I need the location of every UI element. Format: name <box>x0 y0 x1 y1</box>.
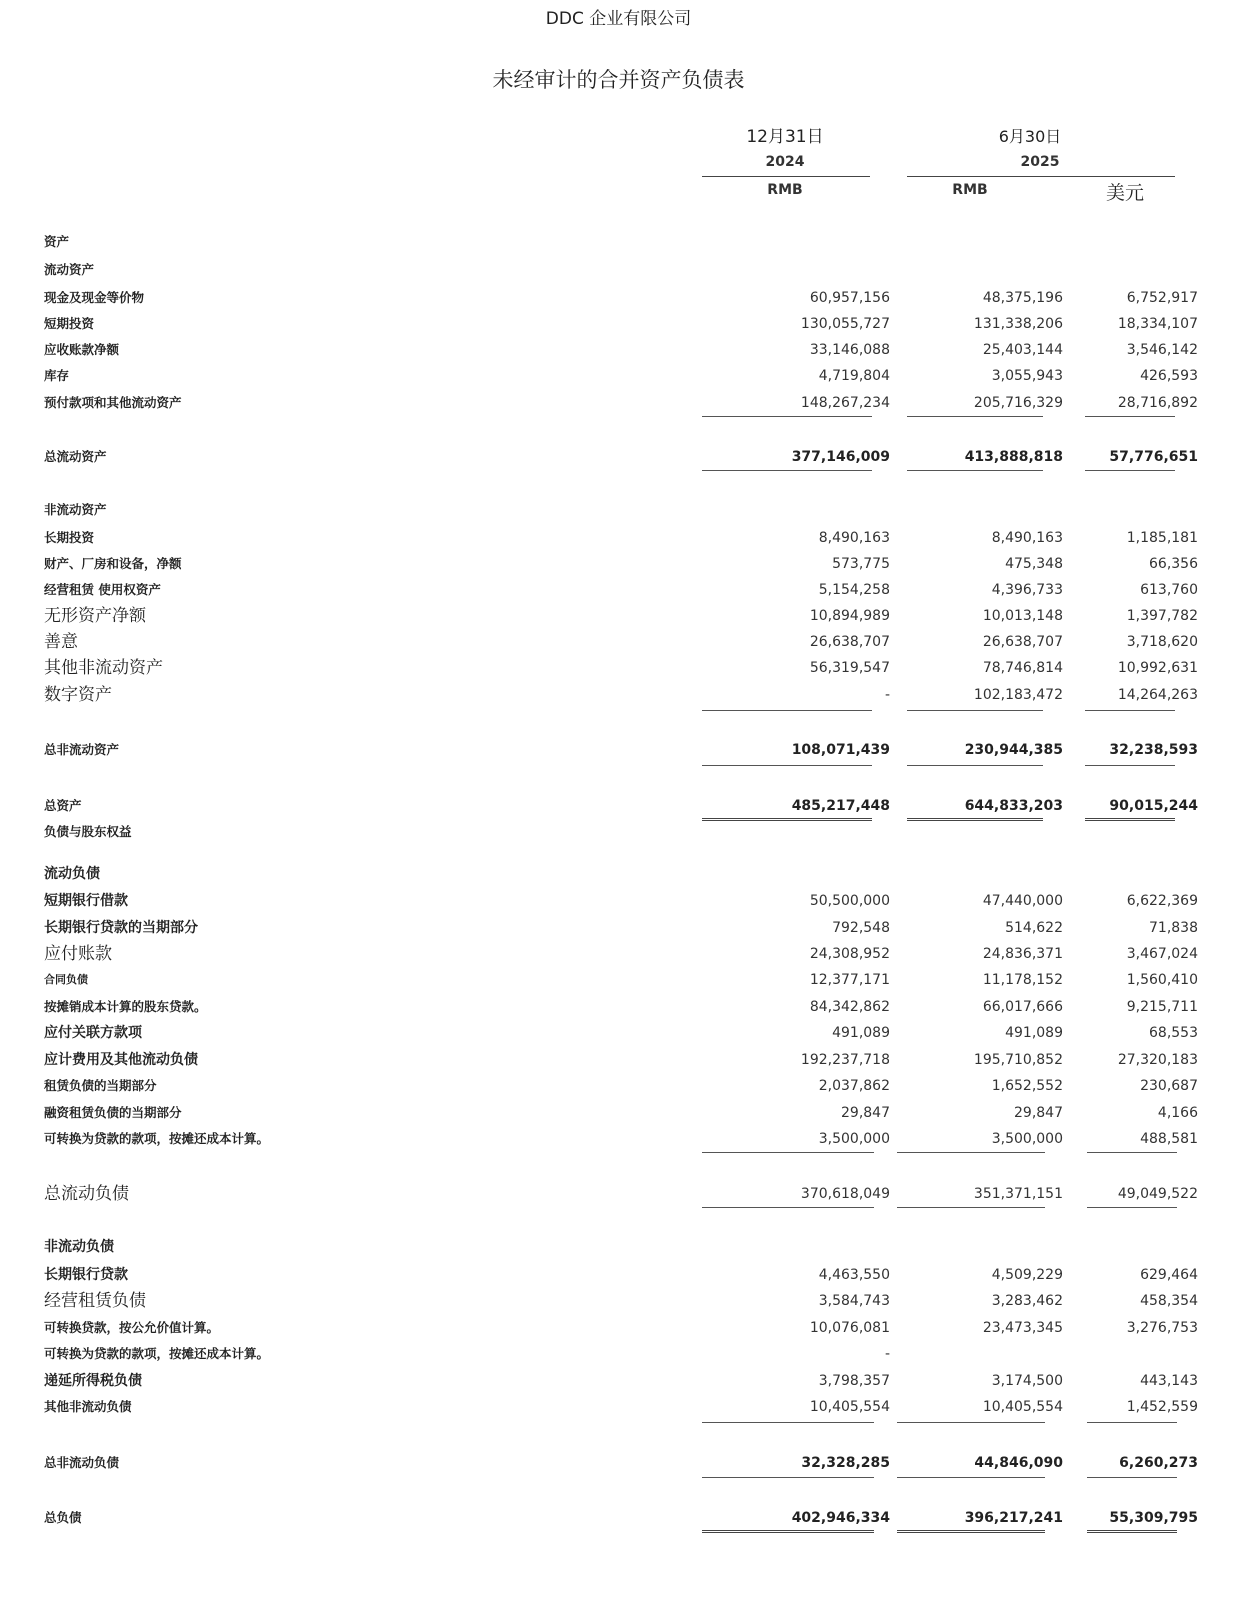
row-value-col2: 23,473,345 <box>982 1320 1063 1336</box>
table-row <box>0 1265 1237 1285</box>
subtotal-rule <box>1087 1152 1177 1153</box>
row-value-col3: 6,752,917 <box>1126 290 1198 306</box>
subtotal-rule <box>897 1207 1045 1208</box>
row-value-col3: 1,560,410 <box>1126 972 1198 988</box>
table-row <box>0 528 1237 548</box>
row-label: 流动负债 <box>44 866 100 882</box>
table-row <box>0 393 1237 413</box>
row-value-col3: 426,593 <box>1140 368 1198 384</box>
subtotal-rule <box>702 1477 874 1478</box>
table-row <box>0 740 1237 760</box>
row-label: 总流动资产 <box>44 449 107 464</box>
table-row <box>0 288 1237 308</box>
row-value-col2: 1,652,552 <box>991 1078 1063 1094</box>
row-value-col3: 6,622,369 <box>1126 893 1198 909</box>
row-value-col3: 9,215,711 <box>1126 999 1198 1015</box>
row-value-col1: 573,775 <box>832 556 890 572</box>
row-value-col2: 47,440,000 <box>982 893 1063 909</box>
table-row <box>0 500 1237 520</box>
table-row <box>0 1291 1237 1311</box>
subtotal-rule <box>1087 1477 1177 1478</box>
table-row <box>0 580 1237 600</box>
subtotal-rule <box>897 1477 1045 1478</box>
row-value-col1: - <box>884 1346 890 1362</box>
row-value-col2: 4,396,733 <box>991 582 1063 598</box>
row-label: 资产 <box>44 234 70 249</box>
subtotal-rule <box>1087 1422 1177 1423</box>
row-label: 现金及现金等价物 <box>44 290 145 305</box>
row-value-col1: 32,328,285 <box>801 1455 890 1471</box>
row-label: 总资产 <box>44 798 82 813</box>
row-label: 长期银行贷款 <box>44 1267 128 1283</box>
row-value-col3: 66,356 <box>1149 556 1198 572</box>
table-row <box>0 970 1237 990</box>
row-label: 预付款项和其他流动资产 <box>44 395 182 410</box>
row-value-col2: 10,405,554 <box>982 1399 1063 1415</box>
row-value-col1: 377,146,009 <box>791 449 890 465</box>
row-value-col3: 32,238,593 <box>1109 742 1198 758</box>
row-value-col2: 3,283,462 <box>991 1293 1063 1309</box>
row-value-col2: 4,509,229 <box>991 1267 1063 1283</box>
row-value-col2: 396,217,241 <box>964 1510 1063 1526</box>
subtotal-rule <box>1085 765 1175 766</box>
row-value-col3: 443,143 <box>1140 1373 1198 1389</box>
row-label: 合同负债 <box>44 973 88 986</box>
row-value-col3: 3,718,620 <box>1126 634 1198 650</box>
row-value-col1: 10,076,081 <box>809 1320 890 1336</box>
table-row <box>0 632 1237 652</box>
subtotal-rule <box>897 1152 1045 1153</box>
row-value-col3: 458,354 <box>1140 1293 1198 1309</box>
table-row <box>0 606 1237 626</box>
double-underline <box>897 1530 1045 1535</box>
subtotal-rule <box>907 765 1043 766</box>
row-value-col1: 491,089 <box>832 1025 890 1041</box>
row-value-col1: 2,037,862 <box>818 1078 890 1094</box>
row-value-col2: 475,348 <box>1005 556 1063 572</box>
table-row <box>0 1129 1237 1149</box>
table-row <box>0 1508 1237 1528</box>
row-value-col1: 4,719,804 <box>818 368 890 384</box>
table-row <box>0 1397 1237 1417</box>
double-underline <box>907 818 1043 823</box>
row-label: 总非流动负债 <box>44 1455 120 1470</box>
row-value-col1: 26,638,707 <box>809 634 890 650</box>
row-value-col1: 148,267,234 <box>800 395 890 411</box>
row-value-col1: 3,584,743 <box>818 1293 890 1309</box>
table-row <box>0 822 1237 842</box>
row-value-col3: 3,467,024 <box>1126 946 1198 962</box>
row-value-col2: 351,371,151 <box>973 1186 1063 1202</box>
company-name: DDC 企业有限公司 <box>545 9 692 29</box>
subtotal-rule <box>702 765 872 766</box>
col2-header-rule <box>907 176 1175 177</box>
row-value-col2: 48,375,196 <box>982 290 1063 306</box>
row-value-col3: 1,397,782 <box>1126 608 1198 624</box>
row-value-col1: 485,217,448 <box>791 798 890 814</box>
row-label: 无形资产净额 <box>44 606 146 626</box>
row-value-col3: 18,334,107 <box>1117 316 1198 332</box>
row-value-col3: 57,776,651 <box>1109 449 1198 465</box>
row-value-col3: 1,452,559 <box>1126 1399 1198 1415</box>
row-value-col1: 8,490,163 <box>818 530 890 546</box>
table-row <box>0 1050 1237 1070</box>
row-value-col3: 90,015,244 <box>1109 798 1198 814</box>
table-row <box>0 1453 1237 1473</box>
row-value-col1: 33,146,088 <box>809 342 890 358</box>
row-value-col2: 3,174,500 <box>991 1373 1063 1389</box>
table-row <box>0 997 1237 1017</box>
col2-year: 2025 <box>1020 154 1060 170</box>
row-label: 经营租赁负债 <box>44 1291 146 1311</box>
row-value-col1: 370,618,049 <box>800 1186 890 1202</box>
table-row <box>0 447 1237 467</box>
table-row <box>0 1103 1237 1123</box>
row-value-col3: 488,581 <box>1140 1131 1198 1147</box>
row-value-col2: 205,716,329 <box>973 395 1063 411</box>
row-value-col1: 29,847 <box>841 1105 890 1121</box>
row-value-col1: 3,798,357 <box>818 1373 890 1389</box>
subtotal-rule <box>1087 1207 1177 1208</box>
row-value-col2: 230,944,385 <box>964 742 1063 758</box>
row-value-col2: 8,490,163 <box>991 530 1063 546</box>
row-label: 财产、厂房和设备，净额 <box>44 556 182 571</box>
row-label: 长期银行贷款的当期部分 <box>44 920 198 936</box>
col1-date: 12月31日 <box>746 127 824 147</box>
col1-header-rule <box>702 176 870 177</box>
row-value-col3: 3,546,142 <box>1126 342 1198 358</box>
row-value-col1: 108,071,439 <box>791 742 890 758</box>
row-value-col3: 3,276,753 <box>1126 1320 1198 1336</box>
row-value-col1: 24,308,952 <box>809 946 890 962</box>
double-underline <box>1087 1530 1177 1535</box>
subtotal-rule <box>702 416 872 417</box>
row-value-col1: 130,055,727 <box>800 316 890 332</box>
row-value-col1: 4,463,550 <box>818 1267 890 1283</box>
row-label: 按摊销成本计算的股东贷款。 <box>44 999 207 1014</box>
row-value-col1: 10,894,989 <box>809 608 890 624</box>
table-row <box>0 232 1237 252</box>
table-row <box>0 891 1237 911</box>
row-label: 数字资产 <box>44 685 112 705</box>
subtotal-rule <box>907 416 1043 417</box>
row-value-col2: 24,836,371 <box>982 946 1063 962</box>
row-label: 其他非流动资产 <box>44 658 163 678</box>
table-row <box>0 366 1237 386</box>
col3-currency: 美元 <box>1105 182 1144 204</box>
row-value-col2: 514,622 <box>1005 920 1063 936</box>
col1-currency: RMB <box>767 182 803 198</box>
table-row <box>0 554 1237 574</box>
row-label: 非流动资产 <box>44 502 107 517</box>
row-label: 短期银行借款 <box>44 893 128 909</box>
row-value-col3: 230,687 <box>1140 1078 1198 1094</box>
table-row <box>0 1023 1237 1043</box>
subtotal-rule <box>702 1207 874 1208</box>
row-value-col1: 402,946,334 <box>791 1510 890 1526</box>
row-value-col1: 56,319,547 <box>809 660 890 676</box>
row-label: 总负债 <box>44 1510 82 1525</box>
subtotal-rule <box>702 710 872 711</box>
row-value-col1: 10,405,554 <box>809 1399 890 1415</box>
subtotal-rule <box>897 1422 1045 1423</box>
table-row <box>0 1076 1237 1096</box>
row-value-col2: 413,888,818 <box>964 449 1063 465</box>
row-value-col1: 792,548 <box>832 920 890 936</box>
table-row <box>0 864 1237 884</box>
double-underline <box>702 818 872 823</box>
row-label: 总流动负债 <box>44 1184 129 1204</box>
subtotal-rule <box>1085 710 1175 711</box>
row-value-col2: 491,089 <box>1005 1025 1063 1041</box>
row-value-col2: 78,746,814 <box>982 660 1063 676</box>
row-value-col3: 10,992,631 <box>1117 660 1198 676</box>
row-value-col3: 27,320,183 <box>1117 1052 1198 1068</box>
table-row <box>0 918 1237 938</box>
row-label: 应计费用及其他流动负债 <box>44 1052 198 1068</box>
col2-date: 6月30日 <box>998 127 1062 146</box>
row-label: 递延所得税负债 <box>44 1373 142 1389</box>
row-value-col2: 26,638,707 <box>982 634 1063 650</box>
row-value-col2: 195,710,852 <box>973 1052 1063 1068</box>
row-value-col2: 3,500,000 <box>991 1131 1063 1147</box>
row-value-col2: 25,403,144 <box>982 342 1063 358</box>
subtotal-rule <box>907 470 1043 471</box>
subtotal-rule <box>702 1422 874 1423</box>
table-row <box>0 1371 1237 1391</box>
row-value-col1: 60,957,156 <box>809 290 890 306</box>
row-label: 其他非流动负债 <box>44 1399 132 1414</box>
row-label: 总非流动资产 <box>44 742 120 757</box>
subtotal-rule <box>1085 470 1175 471</box>
table-row <box>0 340 1237 360</box>
row-value-col3: 4,166 <box>1157 1105 1198 1121</box>
table-row <box>0 685 1237 705</box>
row-label: 善意 <box>44 632 78 652</box>
row-label: 非流动负债 <box>44 1239 114 1255</box>
row-value-col3: 1,185,181 <box>1126 530 1198 546</box>
row-value-col3: 71,838 <box>1149 920 1198 936</box>
row-label: 可转换为贷款的款项，按摊还成本计算。 <box>44 1346 270 1361</box>
row-label: 库存 <box>44 368 70 383</box>
row-value-col3: 28,716,892 <box>1117 395 1198 411</box>
row-value-col1: 12,377,171 <box>809 972 890 988</box>
row-label: 应付账款 <box>44 944 112 964</box>
row-value-col3: 613,760 <box>1140 582 1198 598</box>
row-label: 融资租赁负债的当期部分 <box>44 1105 182 1120</box>
row-value-col3: 55,309,795 <box>1109 1510 1198 1526</box>
row-label: 应收账款净额 <box>44 342 120 357</box>
row-label: 负债与股东权益 <box>44 824 132 839</box>
table-row <box>0 796 1237 816</box>
row-value-col3: 6,260,273 <box>1119 1455 1198 1471</box>
statement-title: 未经审计的合并资产负债表 <box>492 68 745 92</box>
table-row <box>0 1344 1237 1364</box>
subtotal-rule <box>1085 416 1175 417</box>
subtotal-rule <box>702 1152 874 1153</box>
table-row <box>0 260 1237 280</box>
row-value-col3: 68,553 <box>1149 1025 1198 1041</box>
table-row <box>0 1184 1237 1204</box>
subtotal-rule <box>702 470 872 471</box>
table-row <box>0 1318 1237 1338</box>
col2-currency: RMB <box>952 182 988 198</box>
row-value-col2: 11,178,152 <box>982 972 1063 988</box>
row-label: 可转换贷款，按公允价值计算。 <box>44 1320 220 1335</box>
table-row <box>0 658 1237 678</box>
row-label: 长期投资 <box>44 530 95 545</box>
row-label: 经营租赁 使用权资产 <box>44 582 161 597</box>
double-underline <box>1085 818 1175 823</box>
row-value-col2: 3,055,943 <box>991 368 1063 384</box>
row-label: 短期投资 <box>44 316 95 331</box>
double-underline <box>702 1530 874 1535</box>
subtotal-rule <box>907 710 1043 711</box>
table-row <box>0 944 1237 964</box>
row-value-col3: 629,464 <box>1140 1267 1198 1283</box>
row-value-col3: 49,049,522 <box>1117 1186 1198 1202</box>
row-value-col1: 5,154,258 <box>818 582 890 598</box>
row-value-col2: 44,846,090 <box>974 1455 1063 1471</box>
row-value-col3: 14,264,263 <box>1117 687 1198 703</box>
row-value-col2: 131,338,206 <box>973 316 1063 332</box>
row-value-col1: 84,342,862 <box>809 999 890 1015</box>
row-value-col2: 102,183,472 <box>973 687 1063 703</box>
row-value-col1: - <box>884 687 890 703</box>
row-value-col2: 66,017,666 <box>982 999 1063 1015</box>
row-label: 应付关联方款项 <box>44 1025 142 1041</box>
row-value-col2: 644,833,203 <box>964 798 1063 814</box>
row-value-col2: 29,847 <box>1014 1105 1063 1121</box>
row-label: 流动资产 <box>44 262 95 277</box>
row-value-col1: 3,500,000 <box>818 1131 890 1147</box>
row-label: 租赁负债的当期部分 <box>44 1078 157 1093</box>
col1-year: 2024 <box>765 154 805 170</box>
row-value-col1: 50,500,000 <box>809 893 890 909</box>
row-label: 可转换为贷款的款项，按摊还成本计算。 <box>44 1131 270 1146</box>
row-value-col1: 192,237,718 <box>800 1052 890 1068</box>
row-value-col2: 10,013,148 <box>982 608 1063 624</box>
table-row <box>0 1237 1237 1257</box>
table-row <box>0 314 1237 334</box>
